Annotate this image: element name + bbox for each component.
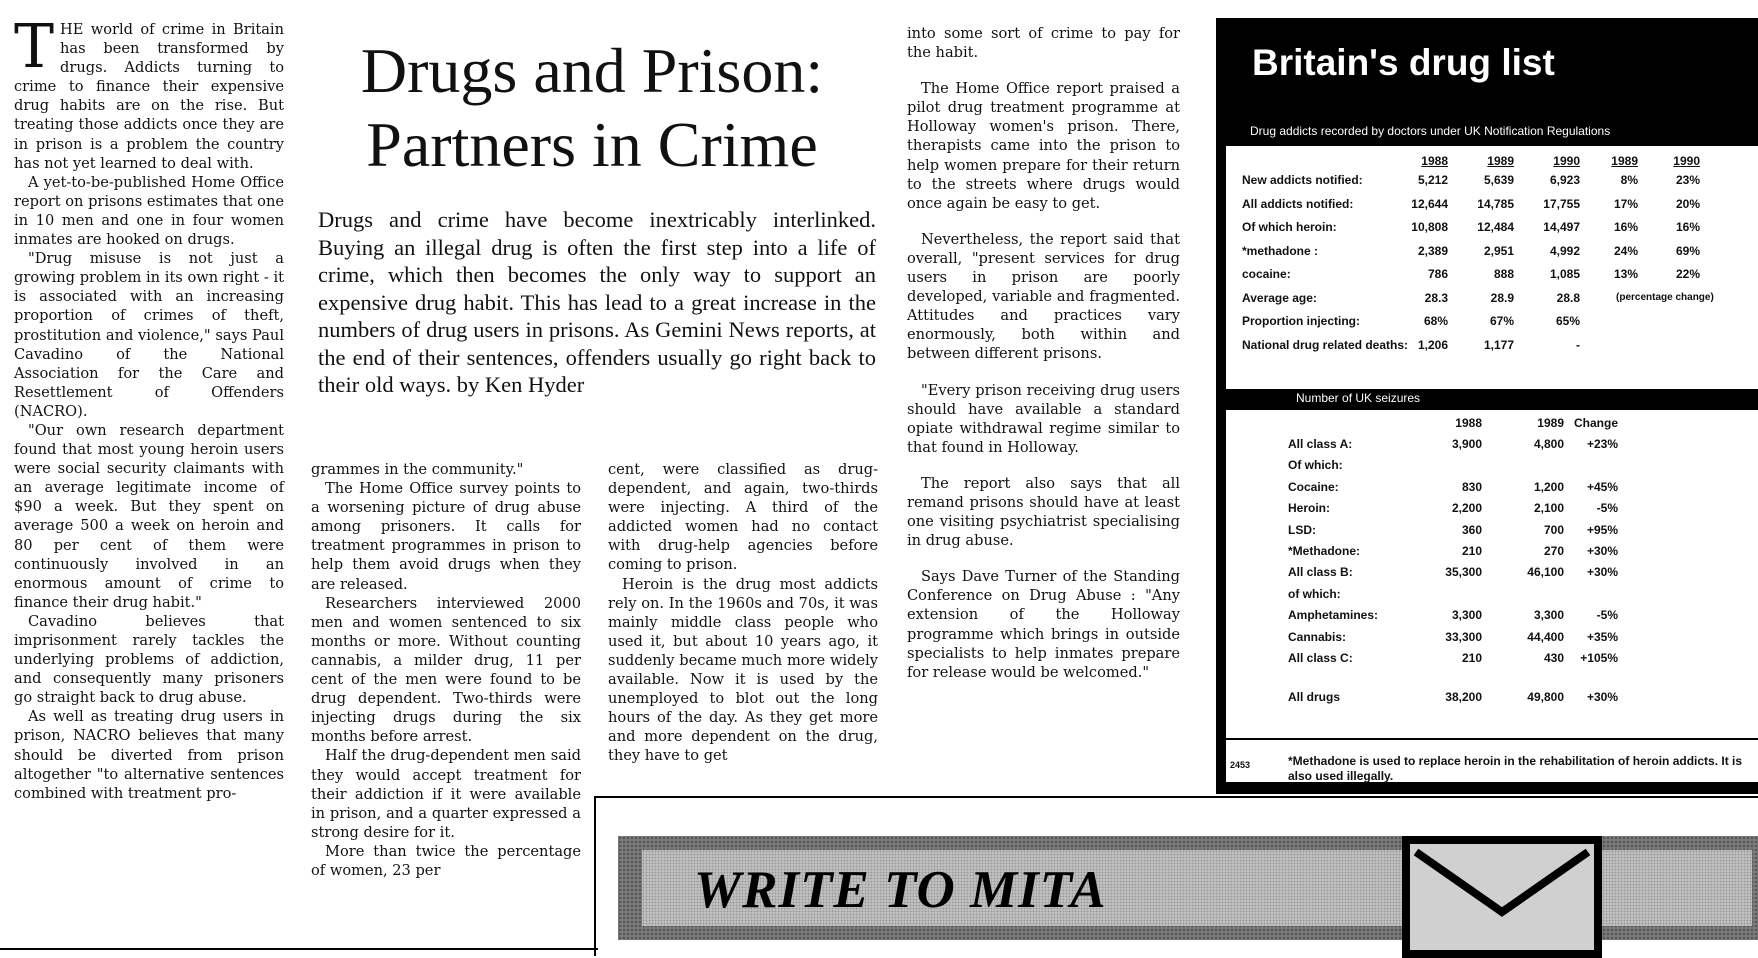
seizure-label: *Methadone:: [1288, 544, 1360, 558]
paragraph: More than twice the percentage of women, 23 per: [311, 842, 581, 879]
row-label: Proportion injecting:: [1242, 314, 1360, 328]
seizure-value: 3,900: [1451, 437, 1482, 451]
row-label: National drug related deaths:: [1242, 337, 1409, 352]
seizure-value: 430: [1543, 651, 1564, 665]
seizure-value: 1,200: [1533, 479, 1564, 494]
article-column-2: [311, 460, 581, 880]
row-change: 16%: [1675, 220, 1700, 234]
row-value: 4,992: [1549, 243, 1580, 258]
paragraph: into some sort of crime to pay for the habit.: [907, 25, 1180, 62]
change-year-header: 1990: [1673, 154, 1700, 168]
row-value: 28.9: [1490, 290, 1514, 305]
seizure-value: 3,300: [1533, 608, 1564, 623]
write-to-mita-banner[interactable]: [618, 836, 1758, 940]
seizures-subtitle: Number of UK seizures: [1296, 391, 1421, 405]
seizure-value: 2,200: [1451, 501, 1482, 516]
change-year-header: 1989: [1611, 154, 1638, 168]
year-header: 1989: [1487, 154, 1514, 168]
row-label: Of which heroin:: [1242, 220, 1337, 234]
seizure-value: 700: [1543, 522, 1564, 537]
paragraph: As well as treating drug users in prison, NACRO believes that many should be diverted from prison altogether "to alternative sentences combined with treatment pro-: [14, 708, 284, 802]
row-value: 2,389: [1417, 243, 1448, 258]
seizure-value: 44,400: [1527, 629, 1564, 644]
seizure-label: Of which:: [1288, 458, 1343, 473]
row-change: 23%: [1675, 173, 1700, 187]
box-left-rule: [594, 796, 596, 956]
seizure-value: +95%: [1586, 522, 1618, 537]
seizure-value: +45%: [1586, 479, 1618, 494]
paragraph: The report also says that all remand prisons should have at least one visiting psychiatrist specialising in drug abuse.: [907, 474, 1180, 550]
seizure-value: +30%: [1586, 544, 1618, 558]
banner-panel: [642, 850, 1752, 926]
row-value: 1,206: [1417, 337, 1448, 352]
row-value: 68%: [1423, 314, 1448, 328]
paragraph: cent, were classified as drug-dependent, and again, two-thirds were injecting. A third of the addicted women had no contact with drug-help agencies before coming to prison.: [608, 461, 878, 574]
seizure-value: +30%: [1586, 565, 1618, 580]
row-value: 10,808: [1411, 220, 1448, 234]
row-change: 22%: [1675, 267, 1700, 281]
paragraph: Nevertheless, the report said that overall, "present services for drug users in prison are poorly developed, variable and fragmented. Attitudes and practices vary enormously, both within and between different prisons.: [907, 230, 1180, 363]
seizure-value: 38,200: [1445, 690, 1482, 705]
seizure-value: 360: [1461, 522, 1482, 537]
seizure-value: 49,800: [1527, 690, 1564, 705]
seizure-label: Cannabis:: [1288, 629, 1347, 644]
row-change: 24%: [1613, 243, 1638, 258]
paragraph: "Our own research department found that most young heroin users were social security claimants with an average legitimate income of $90 a week. But they spent on average 500 a week on heroin and 80 per cent of them were continuously involved in an enormous amount of crime to finance their drug habit.": [14, 421, 284, 611]
seizure-label: All drugs: [1288, 690, 1341, 705]
row-value: 5,639: [1483, 173, 1514, 187]
row-value: 17,755: [1543, 196, 1580, 211]
row-change: 20%: [1675, 196, 1700, 211]
paragraph: Researchers interviewed 2000 men and women sentenced to six months or more. Without counting cannabis, a milder drug, 11 per cent of the men were found to be drug dependent. Two-thirds were injecting drugs during the six months before arrest.: [311, 594, 581, 746]
seizure-label: Cocaine:: [1288, 479, 1339, 494]
seizure-value: -5%: [1596, 501, 1618, 516]
paragraph: "Drug misuse is not just a growing problem in its own right - it is associated with an increasing proportion of crimes of theft, prostitution and violence," says Paul Cavadino of the National Association for the Care and Resettlement of Offenders (NACRO).: [14, 250, 284, 420]
paragraph: grammes in the community.": [311, 461, 524, 478]
drug-list-box: [1216, 18, 1758, 794]
row-change: 8%: [1620, 173, 1638, 187]
bottom-rule: [0, 948, 598, 950]
row-value: 28.8: [1556, 290, 1580, 305]
paragraph: Half the drug-dependent men said they would accept treatment for their addiction if it were available in prison, and a quarter expressed a strong desire for it.: [311, 747, 581, 841]
row-value: 28.3: [1424, 290, 1448, 305]
table-subtitle: Drug addicts recorded by doctors under UK Notification Regulations: [1250, 124, 1611, 138]
seizure-header: Change: [1573, 416, 1618, 430]
row-label: cocaine:: [1242, 267, 1291, 281]
row-value: 67%: [1489, 314, 1514, 328]
row-value: 65%: [1555, 314, 1580, 328]
headline: [312, 34, 872, 182]
row-label: Average age:: [1242, 290, 1317, 305]
seizure-label: All class C:: [1288, 651, 1353, 665]
paragraph: The Home Office report praised a pilot drug treatment programme at Holloway women's prison. There, therapists came into the prison to help women prepare for their return to the streets where drugs would once again be easy to get.: [907, 80, 1180, 212]
row-change: 16%: [1613, 220, 1638, 234]
year-header: 1988: [1421, 154, 1448, 168]
row-value: 1,085: [1549, 267, 1580, 281]
row-change: 17%: [1613, 196, 1638, 211]
article-column-1: [14, 12, 284, 803]
banner-text: WRITE TO MITA: [694, 861, 1107, 919]
seizure-value: +30%: [1586, 690, 1618, 705]
footnote-text: *Methadone is used to replace heroin in the rehabilitation of heroin addicts. It is also used illegally.: [1288, 754, 1743, 783]
row-value: 12,484: [1477, 220, 1514, 234]
table-title: Britain's drug list: [1252, 42, 1555, 83]
seizure-value: -5%: [1596, 608, 1618, 623]
seizures-table: [1226, 410, 1758, 738]
envelope-icon: [1402, 836, 1602, 958]
seizure-value: +105%: [1580, 651, 1618, 665]
seizure-value: 3,300: [1451, 608, 1482, 623]
year-header: 1990: [1553, 154, 1580, 168]
paragraph: Heroin is the drug most addicts rely on. In the 1960s and 70s, it was mainly middle class people who used it, but about 10 years ago, it suddenly became much more widely available. Now it is used by the unemployed to blot out the long hours of the day. As they get more and more dependent on the drug, they have to get: [608, 575, 878, 765]
seizure-value: +23%: [1586, 437, 1618, 451]
seizure-label: Amphetamines:: [1288, 608, 1379, 623]
row-value: 14,785: [1477, 196, 1514, 211]
seizure-value: 46,100: [1527, 565, 1564, 580]
seizure-value: +35%: [1586, 629, 1618, 644]
seizure-value: 33,300: [1445, 629, 1482, 644]
seizure-label: of which:: [1288, 586, 1341, 601]
seizure-label: All class B:: [1288, 565, 1353, 580]
row-value: 888: [1493, 267, 1514, 281]
table-footnote: [1226, 740, 1758, 782]
seizure-value: 210: [1461, 544, 1482, 558]
headline-line-2: Partners in Crime: [366, 109, 818, 180]
standfirst: Drugs and crime have become inextricably interlinked. Buying an illegal drug is often the first step into a life of crime, which then becomes the only way to support an expensive drug habit. This has lead to a great increase in the numbers of drug users in prisons. As Gemini News reports, at the end of their sentences, offenders usually go right back to their old ways. by Ken Hyder: [318, 207, 876, 397]
row-value: -: [1576, 337, 1580, 352]
paragraph: HE world of crime in Britain has been transformed by drugs. Addicts turning to crime to finance their expensive drug habits are on the rise. But treating those addicts once they are in prison is a problem the country has not yet learned to deal with.: [14, 21, 284, 172]
paragraph: Says Dave Turner of the Standing Conference on Drug Abuse : "Any extension of the Holloway programme which brings in outside specialists to help inmates prepare for release would be welcomed.": [907, 568, 1180, 681]
row-label: *methadone :: [1242, 243, 1319, 258]
seizure-value: 35,300: [1445, 565, 1482, 580]
paragraph: The Home Office survey points to a worsening picture of drug abuse among prisoners. It calls for treatment programmes in prison to help them avoid drugs when they are released.: [311, 480, 581, 593]
seizure-label: LSD:: [1288, 522, 1316, 537]
seizure-value: 270: [1543, 544, 1564, 558]
seizure-label: All class A:: [1288, 437, 1353, 451]
seizure-value: 830: [1461, 479, 1482, 494]
article-column-4: [907, 24, 1180, 699]
row-label: New addicts notified:: [1242, 173, 1363, 187]
row-value: 14,497: [1543, 220, 1580, 234]
row-note: (percentage change): [1616, 291, 1714, 303]
row-value: 6,923: [1549, 173, 1580, 187]
seizure-header: 1989: [1537, 416, 1564, 430]
seizure-header: 1988: [1455, 416, 1482, 430]
row-value: 12,644: [1411, 196, 1448, 211]
paragraph: "Every prison receiving drug users should have available a standard opiate withdrawal regime similar to that found in Holloway.: [907, 381, 1180, 456]
headline-line-1: Drugs and Prison:: [360, 35, 824, 106]
box-top-rule: [594, 796, 1758, 798]
row-change: 69%: [1675, 243, 1700, 258]
row-label: All addicts notified:: [1242, 196, 1354, 211]
row-value: 5,212: [1417, 173, 1448, 187]
seizure-value: 4,800: [1533, 437, 1564, 451]
addicts-table: [1226, 146, 1758, 389]
paragraph: Cavadino believes that imprisonment rarely tackles the underlying problems of addiction, and consequently many prisoners go straight back to drug abuse.: [14, 612, 284, 707]
paragraph: A yet-to-be-published Home Office report on prisons estimates that one in 10 men and one in four women inmates are hooked on drugs.: [14, 173, 284, 249]
footnote-code: 2453: [1230, 760, 1251, 770]
row-value: 1,177: [1483, 337, 1514, 352]
article-column-3: [608, 460, 878, 766]
seizure-value: 210: [1461, 651, 1482, 665]
row-value: 2,951: [1483, 243, 1514, 258]
seizure-value: 2,100: [1533, 501, 1564, 516]
drop-cap: T: [14, 12, 55, 82]
seizure-label: Heroin:: [1288, 501, 1330, 516]
row-value: 786: [1427, 267, 1448, 281]
row-change: 13%: [1613, 267, 1638, 281]
